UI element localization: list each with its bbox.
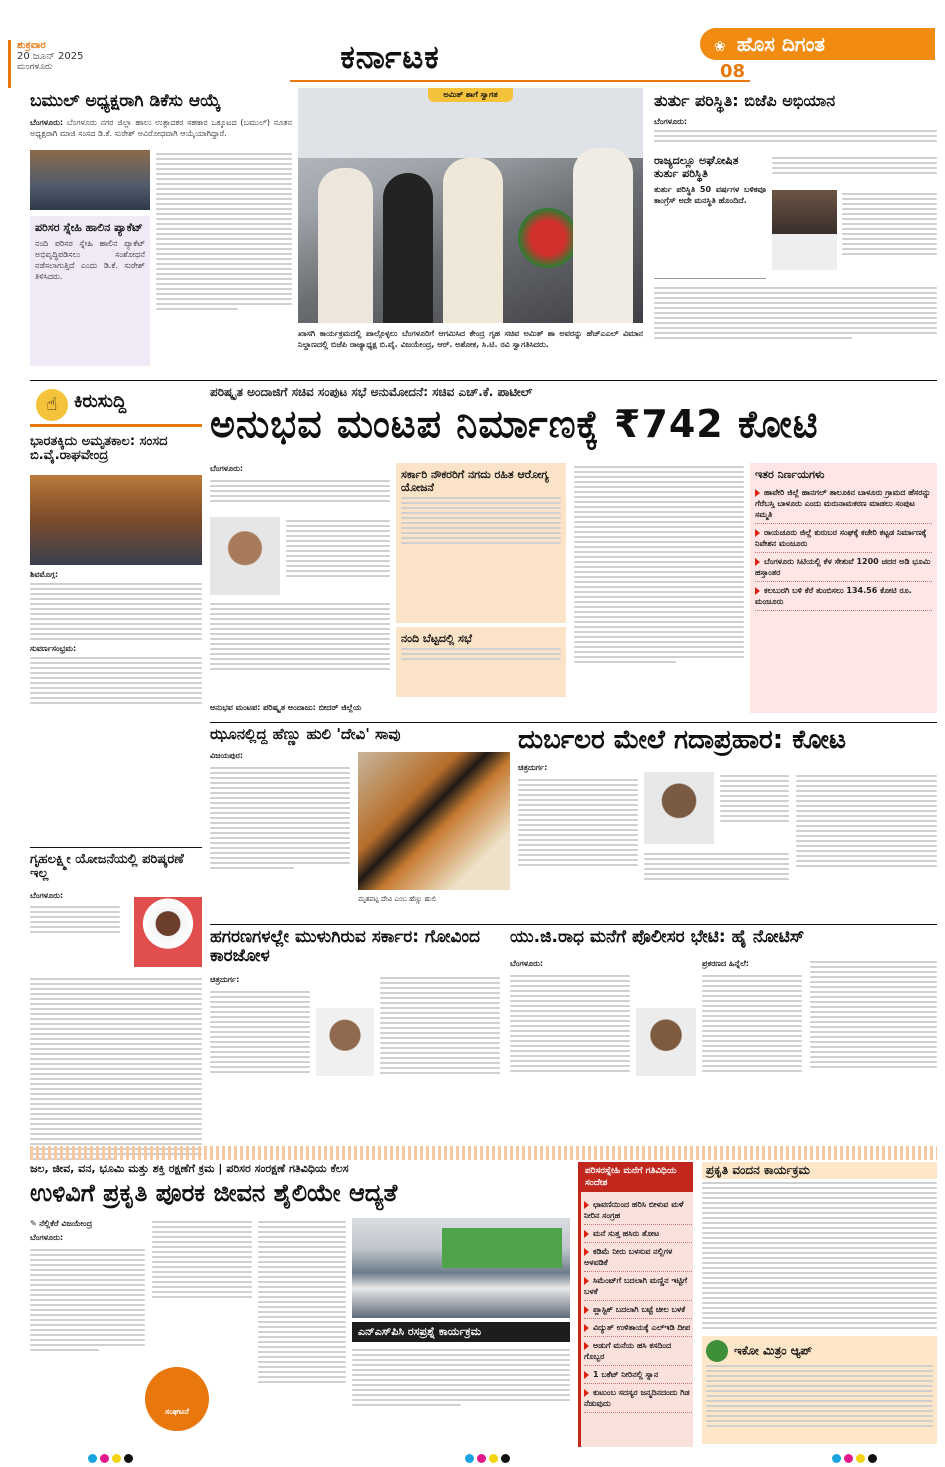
cabinet-lines-c (210, 600, 390, 673)
bullet-icon (584, 1306, 589, 1314)
nss-lines (352, 1346, 570, 1409)
pen-icon: ✎ (30, 1219, 37, 1228)
police-sub: ಪ್ರಕರಣದ ಹಿನ್ನೆಲೆ: (702, 959, 749, 968)
cabinet-other-box (750, 463, 937, 713)
bouquet (518, 208, 578, 268)
list-item: ಕಲಬುರಗಿ ಬಳಿ ಕೆರೆ ತುಂಬಿಸಲು 134.56 ಕೋಟಿ ರೂ. ಮಂಜೂರು (755, 582, 932, 611)
court-dateline: ಚಿತ್ರದುರ್ಗ: (518, 763, 548, 772)
eco-home-panel (578, 1162, 693, 1447)
issue-day: ಶುಕ್ರವಾರ (17, 40, 46, 51)
police-headline: ಯು.ಜಿ.ರಾಧ ಮನೆಗೆ ಪೊಲೀಸರ ಭೇಟಿ: ಹೈ ನೋಟಿಸ್ (510, 927, 805, 947)
court-lines-a (518, 776, 638, 869)
bullet-icon (584, 1277, 589, 1285)
emergency-lines-right (842, 190, 937, 258)
section-underline (290, 80, 750, 82)
app-icon (706, 1340, 728, 1362)
section-banner (300, 38, 480, 78)
bamul-body-lines (156, 150, 292, 313)
list-item: ಪ್ಲಾಸ್ಟಿಕ್ ಬದಲಾಗಿ ಬಟ್ಟೆ ಚೀಲ ಬಳಕೆ (584, 1301, 692, 1319)
tiger-story (210, 726, 510, 921)
edition-name: ಮಂಗಳೂರು (17, 62, 53, 72)
nss-photo (352, 1218, 570, 1318)
list-item: ಅಡುಗೆ ಮನೆಯ ಹಸಿ ಕಸದಿಂದ ಗೊಬ್ಬರ (584, 1337, 692, 1366)
kirusuddi-label: ಕಿರುಸುದ್ದಿ (74, 391, 127, 412)
kirusuddi-story2-title: ಗೃಹಲಕ್ಷ್ಮೀ ಯೋಜನೆಯಲ್ಲಿ ಪರಿಷ್ಕರಣೆ ಇಲ್ಲ (30, 852, 184, 882)
cabinet-lines-d (574, 463, 744, 666)
bullet-icon (755, 489, 760, 497)
env-lines-c (258, 1218, 346, 1386)
brand-name: ಹೊಸ ದಿಗಂತ (736, 32, 826, 56)
radha-photo (636, 1008, 696, 1076)
kirusuddi-story2-lines2 (30, 975, 202, 1163)
tiger-photo (358, 752, 510, 890)
cabinet-box1 (396, 463, 566, 623)
court-lines-c (720, 772, 789, 825)
amit-photo (298, 88, 643, 323)
eco-app-title: ಇಕೋ ಮಿತ್ರಂ ಆ್ಯಪ್ (706, 1340, 933, 1362)
row3-divider (210, 924, 937, 925)
bullet-icon (584, 1389, 589, 1397)
thumbs-icon: ☝ (36, 389, 68, 421)
tiger-headline: ಝೂನಲ್ಲಿದ್ದ ಹೆಣ್ಣು ಹುಲಿ 'ದೇವಿ' ಸಾವು (210, 725, 401, 743)
court-lines-b (644, 850, 789, 883)
bullet-icon (755, 529, 760, 537)
cabinet-headline: ಅನುಭವ ಮಂಟಪ ನಿರ್ಮಾಣಕ್ಕೆ ₹742 ಕೋಟಿ (210, 402, 819, 446)
emergency-sub-text: ತುರ್ತು ಪರಿಸ್ಥಿತಿ 50 ವರ್ಷಗಳ ಬಳಿಕವೂ ಕಾಂಗ್ರೆಸ್ ಅದೇ ಮನಸ್ಥಿತಿ ಹೊಂದಿದೆ. (654, 185, 766, 205)
lotus-icon: ❀ (714, 39, 726, 55)
karjol-lines-a (210, 988, 310, 1076)
cabinet-kicker: ಪರಿಷ್ಕೃತ ಅಂದಾಜಿಗೆ ಸಚಿವ ಸಂಪುಟ ಸಭೆ ಅನುಮೋದನೆ: ಸಚಿವ ಎಚ್.ಕೆ. ಪಾಟೀಲ್ (210, 385, 533, 399)
police-lines-b (702, 972, 802, 1075)
cabinet-story (210, 385, 937, 720)
court-headline: ದುರ್ಬಲರ ಮೇಲೆ ಗದಾಪ್ರಹಾರ: ಕೋಟ (518, 725, 847, 755)
list-item: ವಿದ್ಯುತ್ ಉಳಿತಾಯಕ್ಕೆ ಎಲ್‌ಇಡಿ ದೀಪ (584, 1319, 692, 1337)
registration-dots-left (88, 1448, 136, 1467)
police-lines-a (510, 972, 630, 1075)
lakshmi-photo (134, 897, 202, 967)
bamul-photo (30, 150, 150, 210)
emergency-lines-bottom (654, 284, 937, 342)
person-4 (573, 148, 633, 323)
section-title: ಕರ್ನಾಟಕ (340, 38, 440, 76)
kota-photo (644, 772, 714, 844)
registration-dots-right (832, 1448, 880, 1467)
nss-banner (442, 1228, 562, 1268)
eco-box-title: ಪರಿಸರ ಸ್ನೇಹಿ ಹಾಲಿನ ಪ್ಯಾಕೆಟ್ (35, 221, 143, 234)
registration-dots-mid (465, 1448, 513, 1467)
bullet-icon (584, 1324, 589, 1332)
list-item: ರಾಯಚೂರು ಜಿಲ್ಲೆ ಕುರುಬರ ಸಂಘಕ್ಕೆ ಕಚೇರಿ ಕಟ್ಟಡ ನಿರ್ಮಾಣಕ್ಕೆ ನಿವೇಶನ ಮಂಜೂರು (755, 524, 932, 553)
eco-app-box (702, 1336, 937, 1444)
env-kicker: ಜಲ, ಜೀವ, ವನ, ಭೂಮಿ ಮತ್ತು ಶಕ್ತಿ ರಕ್ಷಣೆಗೆ ಕ್ರಮ | ಪರಿಸರ ಸಂರಕ್ಷಣೆ ಗತಿವಿಧಿಯ ಕೆಲಸ (30, 1162, 349, 1175)
bullet-icon (584, 1248, 589, 1256)
tiger-caption: ಮೃತಪಟ್ಟ ದೇವಿ ಎಂಬ ಹೆಣ್ಣು ಹುಲಿ (358, 895, 437, 903)
bamul-body: ಬೆಂಗಳೂರು: ಬೆಂಗಳೂರು ನಗರ ಜಿಲ್ಲಾ ಹಾಲು ಉತ್ಪಾದಕರ ಸಹಕಾರ ಒಕ್ಕೂಟದ (ಬಮುಲ್) ನೂತನ ಅಧ್ಯಕ್ಷರಾಗಿ ಮಾಜಿ ಸಂಸದ ಡಿ.ಕೆ. ಸುರೇಶ್ ಅವಿರೋಧವಾಗಿ ಆಯ್ಕೆಯಾಗಿದ್ದಾರೆ. (30, 117, 292, 138)
kirusuddi-story2-lines (30, 903, 120, 936)
karjol-dateline: ಚಿತ್ರದುರ್ಗ: (210, 975, 240, 984)
police-dateline: ಬೆಂಗಳೂರು: (510, 959, 544, 968)
bamul-story (30, 92, 292, 370)
row2-divider (210, 722, 937, 723)
page-number: 08 (720, 61, 746, 82)
masthead (0, 0, 945, 90)
nss-title-bar: ಎನ್‌ಎಸ್‌ಪಿಸಿ ರಸಪ್ರಶ್ನೆ ಕಾರ್ಯಕ್ರಮ (352, 1322, 570, 1342)
amit-caption: ಖಾಸಗಿ ಕಾರ್ಯಕ್ರಮದಲ್ಲಿ ಪಾಲ್ಗೊಳ್ಳಲು ಬೆಂಗಳೂರಿಗೆ ಆಗಮಿಸಿದ ಕೇಂದ್ರ ಗೃಹ ಸಚಿವ ಅಮಿತ್ ಶಾ ಅವರನ್ನು ಹೆಚ್‌ಎಎಲ್ ವಿಮಾನ ನಿಲ್ದಾಣದಲ್ಲಿ ಬಿಜೆಪಿ ರಾಜ್ಯಾಧ್ಯಕ್ಷ ಬಿ.ವೈ. ವಿಜಯೇಂದ್ರ, ಆರ್. ಅಶೋಕ, ಸಿ.ಟಿ. ರವಿ ಸ್ವಾಗತಿಸಿದರು. (298, 329, 643, 349)
env-dateline: ಬೆಂಗಳೂರು: (30, 1233, 64, 1242)
karjol-headline: ಹಗರಣಗಳಲ್ಲೇ ಮುಳುಗಿರುವ ಸರ್ಕಾರ: ಗೋವಿಂದ ಕಾರಜೋಳ (210, 927, 481, 966)
sanghatane-logo: ಸಂಘಟನೆ (145, 1367, 209, 1431)
person-1 (318, 168, 373, 323)
person-2 (383, 173, 433, 323)
patil-photo (210, 517, 280, 595)
tiger-dateline: ವಿಜಯಪುರ: (210, 751, 244, 760)
brand-logo (700, 28, 935, 80)
emergency-headline: ತುರ್ತು ಪರಿಸ್ಥಿತಿ: ಬಿಜೆಪಿ ಅಭಿಯಾನ (654, 91, 836, 110)
cabinet-dateline: ಬೆಂಗಳೂರು: (210, 464, 244, 473)
brand-block (700, 28, 935, 60)
row1-divider (30, 380, 937, 381)
emergency-subbox (654, 154, 766, 279)
bullet-icon (755, 558, 760, 566)
section-separator (30, 1146, 937, 1160)
ct-ravi-photo (772, 190, 837, 270)
env-lines-b (152, 1218, 252, 1301)
cabinet-box1-title: ಸರ್ಕಾರಿ ನೌಕರರಿಗೆ ನಗದು ರಹಿತ ಆರೋಗ್ಯ ಯೋಜನೆ (401, 468, 549, 494)
kirusuddi-header (30, 385, 202, 427)
tiger-lines (210, 764, 350, 872)
emergency-story (654, 92, 937, 370)
karjol-lines-b (380, 974, 500, 1077)
env-section (30, 1162, 937, 1447)
env-byline: ✎ ನೆಲ್ಲಿಕೆರೆ ವಿಜಯೇಂದ್ರ (30, 1219, 93, 1228)
list-item: ಬೆಂಗಳೂರು ಸಿಟಿಯಲ್ಲಿ ಕೆಳ ಸೇತುವೆ 1200 ಚದರ ಅಡಿ ಭೂಮಿ ಹಸ್ತಾಂತರ (755, 553, 932, 582)
cabinet-box2-title: ನಂದಿ ಬೆಟ್ಟದಲ್ಲಿ ಸಭೆ (401, 632, 472, 645)
amit-tag: ಅಮಿತ್ ಶಾಗೆ ಸ್ವಾಗತ (428, 88, 513, 102)
police-lines-c (810, 958, 937, 1071)
list-item: 1 ಬಕೆಟ್ ನೀರಿನಲ್ಲಿ ಸ್ನಾನ (584, 1366, 692, 1384)
kirusuddi-photo (30, 475, 202, 565)
vandane-title: ಪ್ರಕೃತಿ ವಂದನ ಕಾರ್ಯಕ್ರಮ (702, 1162, 937, 1179)
kirusuddi-divider (30, 847, 202, 848)
emergency-sub-title: ರಾಜ್ಯದಲ್ಲೂ ಅಘೋಷಿತ ತುರ್ತು ಪರಿಸ್ಥಿತಿ (654, 154, 739, 180)
court-story (518, 726, 937, 921)
kirusuddi-story1-body: ಶಿವಮೊಗ್ಗ: ಸುವರ್ಣಸಂಭ್ರಮ: (30, 569, 202, 739)
eco-home-list (584, 1196, 692, 1413)
issue-date: 20 ಜೂನ್ 2025 (17, 51, 84, 62)
bullet-icon (584, 1201, 589, 1209)
list-item: ಸಿಮೆಂಟ್‌ಗೆ ಬದಲಾಗಿ ಮಣ್ಣಿನ ಇಟ್ಟಿಗೆ ಬಳಕೆ (584, 1272, 692, 1301)
eco-home-title: ಪರಿಸರಸ್ನೇಹಿ ಮನೆಗೆ ಗತಿವಿಧಿಯ ಸಂದೇಶ (581, 1162, 693, 1192)
emergency-lines-mid (772, 154, 937, 177)
cabinet-box2 (396, 627, 566, 697)
cabinet-lines-a (210, 477, 390, 505)
cabinet-other-title: ಇತರ ನಿರ್ಣಯಗಳು (755, 468, 825, 481)
police-story (510, 928, 937, 1143)
list-item: ಕಡಿಮೆ ನೀರು ಬಳಸುವ ನಲ್ಲಿಗಳ ಅಳವಡಿಕೆ (584, 1243, 692, 1272)
court-lines-d (796, 772, 937, 870)
env-lines-a (30, 1246, 145, 1354)
cabinet-lines-b (286, 517, 390, 580)
bullet-icon (584, 1230, 589, 1238)
cabinet-footer: ಅನುಭವ ಮಂಟಪ: ಪರಿಷ್ಕೃತ ಅಂದಾಜು: ಬೀದರ್ ಜಿಲ್ಲೆಯ (210, 703, 362, 712)
list-item: ಕುಟುಂಬ ಸದಸ್ಯರ ಜನ್ಮದಿನದಂದು ಗಿಡ ನೆಡುವುದು (584, 1384, 692, 1413)
bullet-icon (755, 587, 760, 595)
bamul-headline: ಬಮುಲ್ ಅಧ್ಯಕ್ಷರಾಗಿ ಡಿಕೆಸು ಆಯ್ಕೆ (30, 91, 221, 111)
env-headline: ಉಳಿವಿಗೆ ಪ್ರಕೃತಿ ಪೂರಕ ಜೀವನ ಶೈಲಿಯೇ ಆದ್ಯತೆ (30, 1179, 398, 1207)
list-item: ಮನೆ ಸುತ್ತ ಹಸಿರು ತೋಟ (584, 1225, 692, 1243)
vandane-box (702, 1162, 937, 1332)
amit-story (298, 88, 643, 368)
bullet-icon (584, 1342, 589, 1350)
list-item: ಛಾವಣಿಯಿಂದ ಹರಿಸಿ ಬೀಳುವ ಮಳೆ ನೀರಿನ ಸಂಗ್ರಹ (584, 1196, 692, 1225)
bullet-icon (584, 1371, 589, 1379)
person-3 (443, 158, 503, 323)
emergency-dateline: ಬೆಂಗಳೂರು: (654, 116, 937, 168)
kirusuddi-story1-title: ಭಾರತಕ್ಕಿದು ಅಮೃತಕಾಲ: ಸಂಸದ ಬಿ.ವೈ.ರಾಘವೇಂದ್ರ (30, 434, 168, 464)
kirusuddi-story2-dateline: ಬೆಂಗಳೂರು: (30, 891, 64, 900)
eco-box (30, 216, 150, 366)
eco-box-text: ನಂದಿ ಪರಿಸರ ಸ್ನೇಹಿ ಹಾಲಿನ ಪ್ಯಾಕೆಟ್ ಅಭಿವೃದ್ಧಿಪಡಿಸಲು ಸಂಶೋಧನೆ ನಡೆಸಲಾಗುತ್ತಿದೆ ಎಂದು ಡಿ.ಕೆ. ಸುರೇಶ್ ತಿಳಿಸಿದರು. (35, 239, 145, 281)
karjol-photo (316, 1008, 374, 1076)
date-block (8, 40, 128, 88)
karjol-story (210, 928, 500, 1143)
list-item: ಹಾವೇರಿ ಜಿಲ್ಲೆ ಹಾನಗಲ್ ತಾಲೂಕಿನ ಬಾಳೂರು ಗ್ರಾಮದ ಹೆಸರನ್ನು ಗೆರೆಬಸ್ತಿ ಬಾಳೂರು ಎಂದು ಮರುನಾಮಕರಣ ಮಾಡಲು ಸಂಪುಟ ಸಮ್ಮತಿ (755, 484, 932, 524)
